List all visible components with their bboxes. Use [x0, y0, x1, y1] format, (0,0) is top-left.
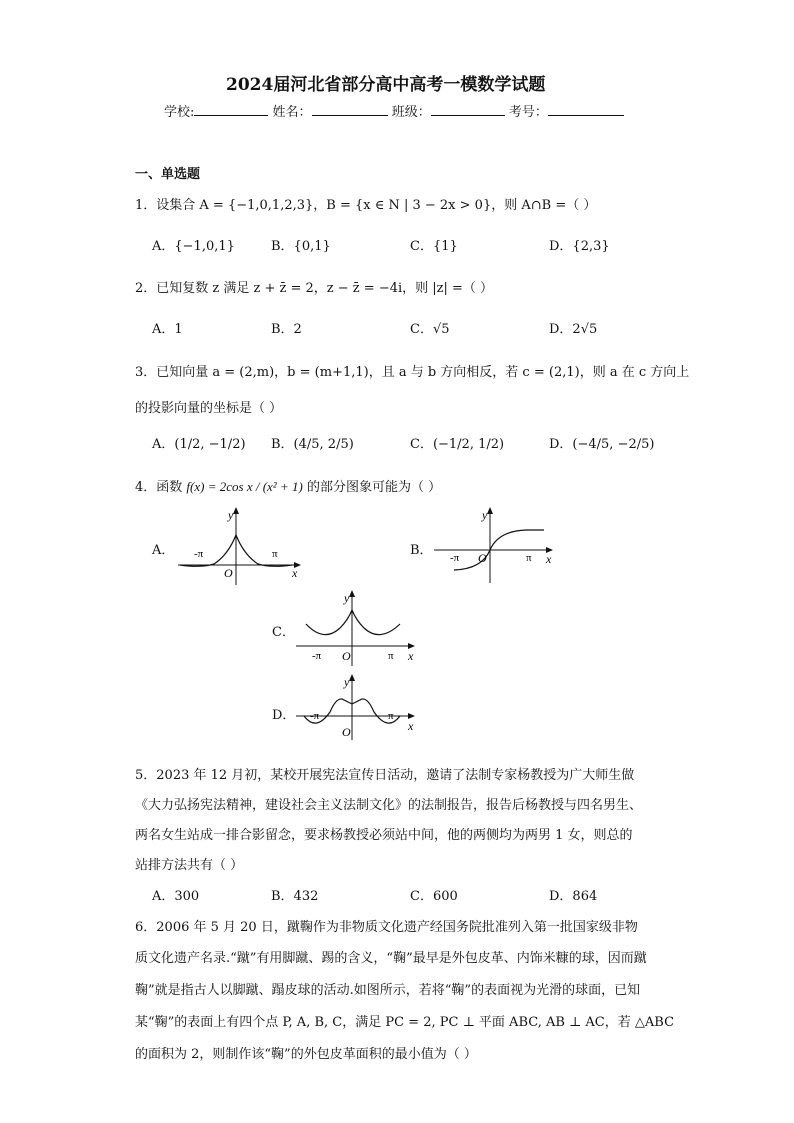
q6-line4: 某“鞠”的表面上有四个点 P, A, B, C，满足 PC = 2, PC ⊥ 平面 ABC, AB ⊥ AC，若 △ABC — [135, 1015, 675, 1030]
q4b-pi: π — [526, 552, 532, 564]
q2-stem: 2．已知复数 z 满足 z + z̄ = 2，z − z̄ = −4i，则 |z| =（ ） — [135, 281, 494, 296]
q4-function: f(x) = 2cos x / (x² + 1) — [186, 479, 303, 494]
q4-option-c-label[interactable]: C． — [272, 625, 295, 640]
q1-stem: 1．设集合 A = {−1,0,1,2,3}，B = {x ∈ N | 3 − 2x > 0}，则 A∩B =（ ） — [135, 198, 597, 213]
q4-graph-d[interactable] — [294, 672, 424, 742]
exam-no-label: 考号： — [508, 105, 548, 120]
q4-graph-c[interactable] — [294, 588, 424, 668]
q4b-origin: O — [478, 551, 487, 565]
q4c-neg-pi: -π — [312, 650, 322, 662]
q2-option-d[interactable]: D．2√5 — [549, 322, 598, 337]
q6-line5: 的面积为 2，则制作该“鞠”的外包皮革面积的最小值为（ ） — [135, 1047, 477, 1062]
q4-option-d-label[interactable]: D． — [272, 708, 296, 723]
q4c-origin: O — [342, 649, 351, 663]
q6-line1: 6．2006 年 5 月 20 日，蹴鞠作为非物质文化遗产经国务院批准列入第一批国家级非物 — [135, 920, 638, 935]
q3-stem-line2: 的投影向量的坐标是（ ） — [135, 401, 283, 416]
q4-stem-prefix: 4．函数 — [135, 480, 183, 495]
q4a-x-label: x — [292, 566, 298, 580]
q4c-y-label: y — [344, 591, 350, 605]
exam-no-blank[interactable] — [548, 103, 624, 116]
q4-option-a-label[interactable]: A． — [152, 543, 175, 558]
q3-option-b[interactable]: B．(4/5, 2/5) — [271, 437, 354, 452]
q5-option-b[interactable]: B．432 — [271, 889, 319, 904]
q5-line3: 两名女生站成一排合影留念，要求杨教授必须站中间，他的两侧均为两男 1 女，则总的 — [135, 828, 633, 843]
info-line — [164, 103, 624, 122]
school-label: 学校: — [164, 105, 195, 120]
q4-option-b-label[interactable]: B． — [410, 543, 433, 558]
q4d-neg-pi: -π — [310, 710, 320, 722]
q4-graph-a[interactable] — [176, 505, 306, 587]
q4-stem — [135, 478, 441, 497]
q5-option-c[interactable]: C．600 — [410, 889, 458, 904]
q4-graph-b[interactable] — [432, 505, 562, 587]
q4a-neg-pi: -π — [194, 548, 204, 560]
section-heading: 一、单选题 — [135, 167, 201, 182]
q3-option-c[interactable]: C．(−1/2, 1/2) — [410, 437, 505, 452]
q4c-x-label: x — [408, 649, 414, 663]
q5-line2: 《大力弘扬宪法精神，建设社会主义法制文化》的法制报告，报告后杨教授与四名男生、 — [135, 798, 643, 813]
q4d-y-label: y — [344, 675, 350, 689]
q3-option-d[interactable]: D．(−4/5, −2/5) — [549, 437, 655, 452]
q4d-pi: π — [388, 710, 394, 722]
q4b-x-label: x — [546, 552, 552, 566]
q2-option-c[interactable]: C．√5 — [410, 322, 450, 337]
q3-option-a[interactable]: A．(1/2, −1/2) — [152, 437, 246, 452]
q6-line2: 质文化遗产名录.“蹴”有用脚蹴、踢的含义，“鞠”最早是外包皮革、内饰米糠的球，因而蹴 — [135, 951, 647, 966]
q4-stem-suffix: 的部分图象可能为（ ） — [306, 480, 442, 495]
q4c-pi: π — [388, 650, 394, 662]
q1-option-b[interactable]: B．{0,1} — [271, 239, 331, 254]
q4b-neg-pi: -π — [450, 552, 460, 564]
q3-stem-line1: 3．已知向量 a = (2,m)，b = (m+1,1)，且 a 与 b 方向相反，若 c = (2,1)，则 a 在 c 方向上 — [135, 365, 690, 380]
q5-line4: 站排方法共有（ ） — [135, 858, 244, 873]
q4d-origin: O — [342, 725, 351, 739]
name-label: 姓名： — [272, 105, 312, 120]
q1-option-d[interactable]: D．{2,3} — [549, 239, 610, 254]
q2-option-b[interactable]: B．2 — [271, 322, 302, 337]
class-blank[interactable] — [431, 103, 505, 116]
q4a-y-label: y — [228, 508, 234, 522]
q5-option-a[interactable]: A．300 — [152, 889, 200, 904]
q2-option-a[interactable]: A．1 — [152, 322, 183, 337]
q4a-origin: O — [224, 566, 233, 580]
q1-option-a[interactable]: A．{−1,0,1} — [152, 239, 235, 254]
q6-line3: 鞠”就是指古人以脚蹴、蹋皮球的活动.如图所示，若将“鞠”的表面视为光滑的球面，已知 — [135, 983, 641, 998]
q4d-x-label: x — [408, 719, 414, 733]
q5-line1: 5．2023 年 12 月初，某校开展宪法宣传日活动，邀请了法制专家杨教授为广大师生做 — [135, 768, 635, 783]
name-blank[interactable] — [312, 103, 388, 116]
school-blank[interactable] — [194, 103, 268, 116]
q5-option-d[interactable]: D．864 — [549, 889, 598, 904]
q4a-pi: π — [272, 548, 278, 560]
page-title: 2024届河北省部分高中高考一模数学试题 — [226, 75, 546, 95]
q4b-y-label: y — [482, 508, 488, 522]
class-label: 班级： — [391, 105, 431, 120]
q1-option-c[interactable]: C．{1} — [410, 239, 458, 254]
